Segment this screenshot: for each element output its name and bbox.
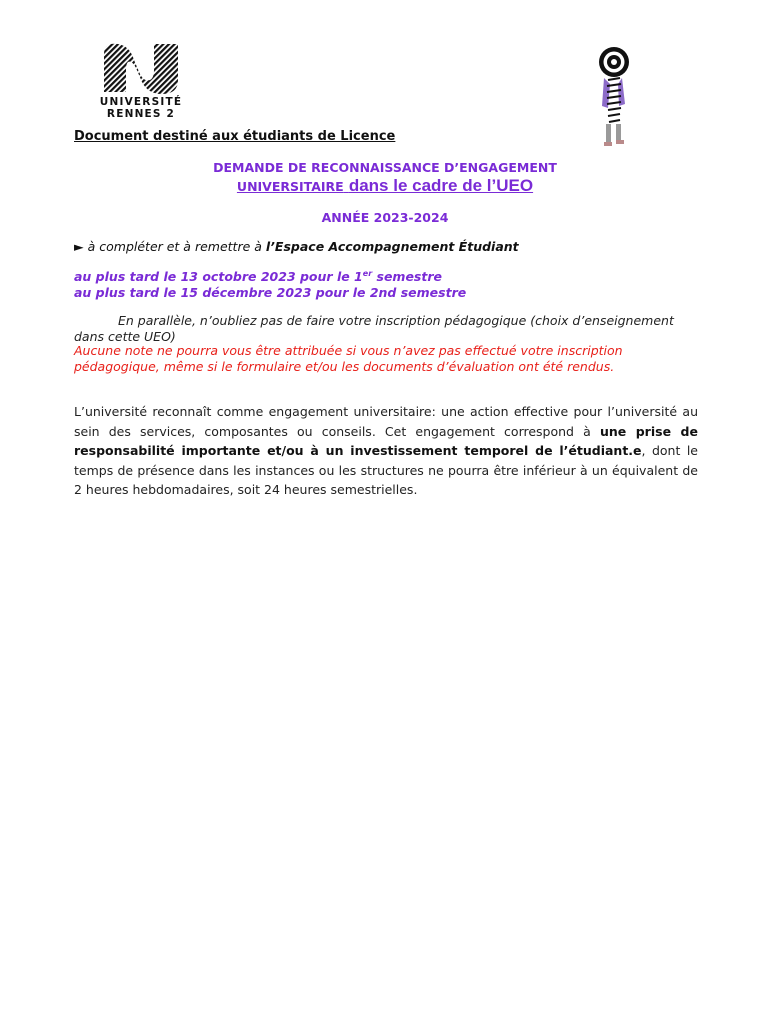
university-logo	[98, 40, 184, 120]
instruction-line	[74, 239, 519, 254]
document-title-line1: DEMANDE DE RECONNAISSANCE D’ENGAGEMENT	[213, 160, 557, 175]
arrow-icon: ►	[74, 239, 84, 254]
decorative-figure	[592, 44, 638, 150]
university-logo-line1: UNIVERSITÉ	[99, 96, 183, 108]
rennes2-logo-mark	[98, 40, 184, 96]
title-universitaire: UNIVERSITAIRE	[236, 179, 344, 194]
deadline-first-semester	[74, 269, 442, 284]
deadline-first-prefix: au plus tard le 13 octobre 2023 pour le 1	[74, 269, 363, 285]
definition-part2: , dont le temps de présence dans les instances ou les structures ne pourra être inférieur à un équivalent de 2 heures hebdomadaires, soit 24 heures semestrielles.	[74, 443, 698, 497]
title-ueo: dans le cadre de l’UEO	[348, 176, 534, 195]
definition-part1: L’université reconnaît comme engagement universitaire: une action effective pour l’université au sein des services, composantes ou conseils. Cet engagement correspond à	[74, 404, 698, 439]
document-title-line2	[0, 176, 770, 196]
instruction-text: à compléter et à remettre à	[87, 239, 262, 254]
deadline-first-suffix: semestre	[376, 269, 442, 285]
figure-illustration	[592, 44, 638, 150]
deadline-first-sup: er	[362, 269, 373, 278]
audience-heading: Document destiné aux étudiants de Licence	[74, 129, 396, 144]
engagement-definition	[74, 402, 698, 500]
deadline-second-semester: au plus tard le 15 décembre 2023 pour le 2nd semestre	[74, 285, 467, 300]
instruction-place: l’Espace Accompagnement Étudiant	[265, 239, 519, 254]
university-logo-line2: RENNES 2	[106, 108, 176, 120]
parallel-note-text: En parallèle, n’oubliez pas de faire votre inscription pédagogique (choix d’enseignement dans cette UEO)	[74, 313, 674, 344]
definition-bold: une prise de responsabilité importante et/ou à un investissement temporel de l’étudiant.e	[74, 423, 698, 458]
parallel-note	[74, 313, 696, 344]
warning-note: Aucune note ne pourra vous être attribuée si vous n’avez pas effectué votre inscription pédagogique, même si le formulaire et/ou les documents d’évaluation ont été rendus.	[74, 343, 623, 374]
academic-year: ANNÉE 2023-2024	[321, 210, 449, 225]
